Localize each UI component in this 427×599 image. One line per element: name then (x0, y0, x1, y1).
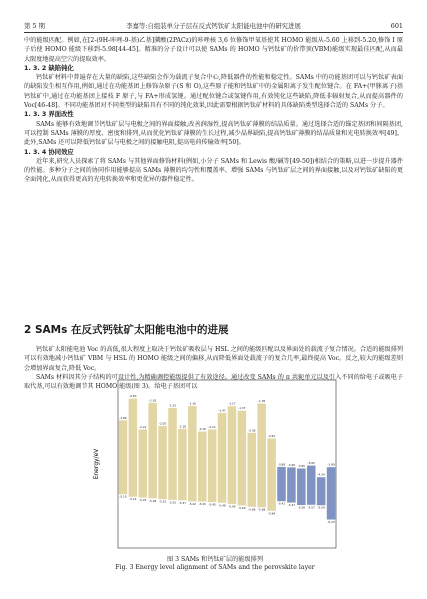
energy-bar (218, 413, 227, 503)
lumo-value-label: -3.89 (327, 462, 335, 467)
energy-bar (158, 426, 167, 499)
lumo-value-label: -3.95 (297, 463, 305, 468)
lumo-value-label: -2.21 (139, 425, 147, 430)
homo-value-label: -5.25 (139, 498, 147, 503)
lumo-value-label: -1.17 (228, 401, 236, 406)
homo-value-label: -5.59 (317, 505, 325, 510)
energy-bar (188, 406, 197, 501)
subsection-heading: 1. 3. 3 界面改性 (24, 111, 74, 119)
energy-bar (267, 438, 276, 510)
homo-value-label: -5.28 (149, 498, 157, 503)
homo-value-label: -5.60 (238, 505, 246, 510)
category-label: FAPbBr3 (318, 530, 323, 545)
homo-value-label: -5.37 (178, 500, 187, 505)
energy-bar (198, 432, 207, 502)
homo-value-label: -5.45 (208, 502, 216, 507)
homo-value-label: -5.84 (267, 511, 276, 516)
lumo-value-label: -1.25 (168, 403, 177, 408)
energy-bar (208, 430, 217, 503)
lumo-value-label: -2.30 (198, 427, 206, 432)
energy-bar (168, 408, 177, 500)
lumo-value-label: -3.88 (277, 462, 286, 467)
energy-level-figure (90, 372, 340, 571)
lumo-value-label: -1.05 (258, 399, 266, 404)
energy-bar (297, 468, 306, 505)
homo-value-label: -5.10 (119, 494, 127, 499)
paragraph: 近年来,研究人员探索了将 SAMs 与其他界面修饰材料(例如,小分子 SAMs 和 Lewis 酸/碱等[49-50])相结合的策略,以进一步提升器件的性能。多种分子之间的协同作用能够提高 SAMs 薄膜的均匀性和覆盖率、增强 SAMs 与钙钛矿层之间的界面接触,以及对钙钛矿缺陷的更全面钝化,从而获得更高的光电转换效率和更优异的器件稳定性。 (24, 157, 403, 184)
homo-value-label: -5.35 (168, 500, 177, 505)
figure-caption-cn: 图 3 SAMs 和钙钛矿层的能级排列 (166, 556, 264, 563)
body-text-top (24, 36, 403, 185)
energy-bar (317, 477, 326, 505)
homo-value-label: -5.48 (218, 503, 226, 508)
energy-bar (257, 404, 266, 508)
energy-bar (129, 399, 138, 497)
y-axis-label: Energy/eV (93, 448, 100, 480)
subsection-heading: 1. 3. 4 协同效应 (24, 148, 74, 156)
homo-value-label: -5.54 (228, 504, 236, 509)
lumo-value-label: -3.90 (287, 462, 296, 467)
homo-value-label: -5.32 (158, 499, 167, 504)
energy-bar (119, 420, 128, 494)
energy-bar (238, 411, 247, 506)
lumo-value-label: -2.61 (267, 433, 276, 438)
homo-value-label: -5.21 (129, 497, 137, 502)
energy-bar (277, 467, 286, 501)
lumo-value-label: -0.83 (129, 394, 137, 399)
homo-value-label: -5.68 (258, 507, 266, 512)
category-label: CsPbI3 (298, 533, 303, 545)
lumo-value-label: -2.05 (158, 421, 167, 426)
running-title: 李嘉等:自组装单分子层在反式钙钛矿太阳能电池中的研究进展 (126, 22, 301, 30)
paragraph: 钙钛矿材料中普遍存在大量的缺陷,这些缺陷会作为载流子复合中心,降低器件的性能和稳定性。SAMs 中的功能基团可以与钙钛矿表面的缺陷发生相互作用,例如,通过在功能基团上修饰杂原子(S 和 O),这些原子能和钙钛矿中的金属阳离子发生配位键合。在 FA+(甲脒离子)基钙钛矿中,通过在功能基团上接枝 F 原子,与 FA+形成氢键。通过配位键合或氢键作用,有效钝化这些缺陷,降低非辐射复合,从而提高器件的 Voc[46-48]。不同功能基团对不同类型的缺陷具有不同的钝化效果,因此需要根据钙钛矿材料的具体缺陷类型选择合适的 SAMs 分子。 (24, 74, 403, 110)
category-label: CsPbBr3 (328, 530, 333, 545)
energy-bar (287, 467, 296, 502)
energy-bar (178, 429, 187, 500)
paragraph: SAMs 能够有效地调节钙钛矿层与电极之间的界面接触,改善润湿性,提高钙钛矿薄膜的结晶质量。通过选择合适的锚定基团和间隔基团,可以控制 SAMs 薄膜的厚度、密度和排列,从而优化钙钛矿薄膜的生长过程,减少晶界缺陷,提高钙钛矿薄膜的结晶质量和光电转换效率[49]。此外,SAMs 还可以降低钙钛矿层与电极之间的接触电阻,提高电荷传输效率[50]。 (24, 120, 403, 147)
energy-level-chart (90, 372, 340, 552)
homo-value-label: -6.23 (327, 520, 335, 525)
lumo-value-label: -1.37 (238, 406, 246, 411)
energy-bar (307, 466, 316, 505)
lumo-value-label: -1.80 (119, 415, 127, 420)
issue-number: 第 5 期 (24, 22, 45, 30)
homo-value-label: -5.42 (188, 501, 196, 506)
homo-value-label: -5.47 (287, 503, 296, 508)
lumo-value-label: -2.21 (208, 425, 216, 430)
energy-bar (248, 433, 257, 507)
lumo-value-label: -2.18 (178, 424, 187, 429)
category-label: FAPbI3 (288, 533, 293, 545)
homo-value-label: -5.58 (297, 505, 305, 510)
lumo-value-label: -1.02 (149, 398, 157, 403)
homo-value-label: -5.43 (198, 502, 206, 507)
energy-bar (139, 430, 148, 498)
section-heading: 2 SAMs 在反式钙钛矿太阳能电池中的进展 (24, 324, 229, 336)
lumo-value-label: -4.34 (317, 472, 325, 477)
category-label: MAPbI3 (278, 532, 283, 545)
running-header (24, 18, 403, 33)
paragraph: 中的能级匹配。例如,在[2-(9H-咔唑-9-基)乙基]膦酸(2PACz)的咔唑核 3,6 位修饰甲氧基使其 HOMO 能级从-5.60 上移到-5.20,修饰 I 原子后使 HOMO 能级下移到-5.98[44-45]。精准的分子设计可以使 SAMs 的 HOMO 与钙钛矿的价带顶(VBM)能级实现最佳匹配,从而最大限度地提高空穴的提取效率。 (24, 37, 403, 63)
lumo-value-label: -1.47 (218, 408, 226, 413)
category-label: MAPbBr3 (308, 529, 313, 545)
figure-caption-en: Fig. 3 Energy level alignment of SAMs and the perovskite layer (115, 564, 315, 571)
page-number: 601 (390, 22, 403, 30)
lumo-value-label: -2.36 (248, 428, 256, 433)
energy-bar (228, 406, 237, 504)
energy-bar (148, 403, 157, 498)
paragraph: SAMs 材料因其分子结构的可设计性,为精确调控能级提供了有效途径。通过改变 SAMs 的 π 共轭单元以及引入不同的给电子或吸电子取代基,可以有效地调节其 HOMO 能级(图 3)。给电子基团可以 (24, 373, 403, 391)
lumo-value-label: -1.16 (188, 401, 196, 406)
subsection-heading: 1. 3. 2 缺陷钝化 (24, 64, 74, 72)
energy-bar (327, 467, 336, 519)
homo-value-label: -5.41 (277, 501, 286, 506)
homo-value-label: -5.66 (248, 507, 256, 512)
lumo-value-label: -3.82 (307, 461, 315, 466)
homo-value-label: -5.57 (307, 505, 315, 510)
paragraph: 钙钛矿太阳能电池 Voc 的高低,很大程度上取决于钙钛矿吸收层与 HSL 之间的能级匹配以及界面处的载流子复合情况。合适的能级排列可以有效地减小钙钛矿 VBM 与 HSL 的 HOMO 能级之间的偏移,从而降低界面处载流子的复合几率,最终提高 Voc。反之,较大的能级差则会增加界面复合,降低 Voc。 (24, 346, 403, 372)
